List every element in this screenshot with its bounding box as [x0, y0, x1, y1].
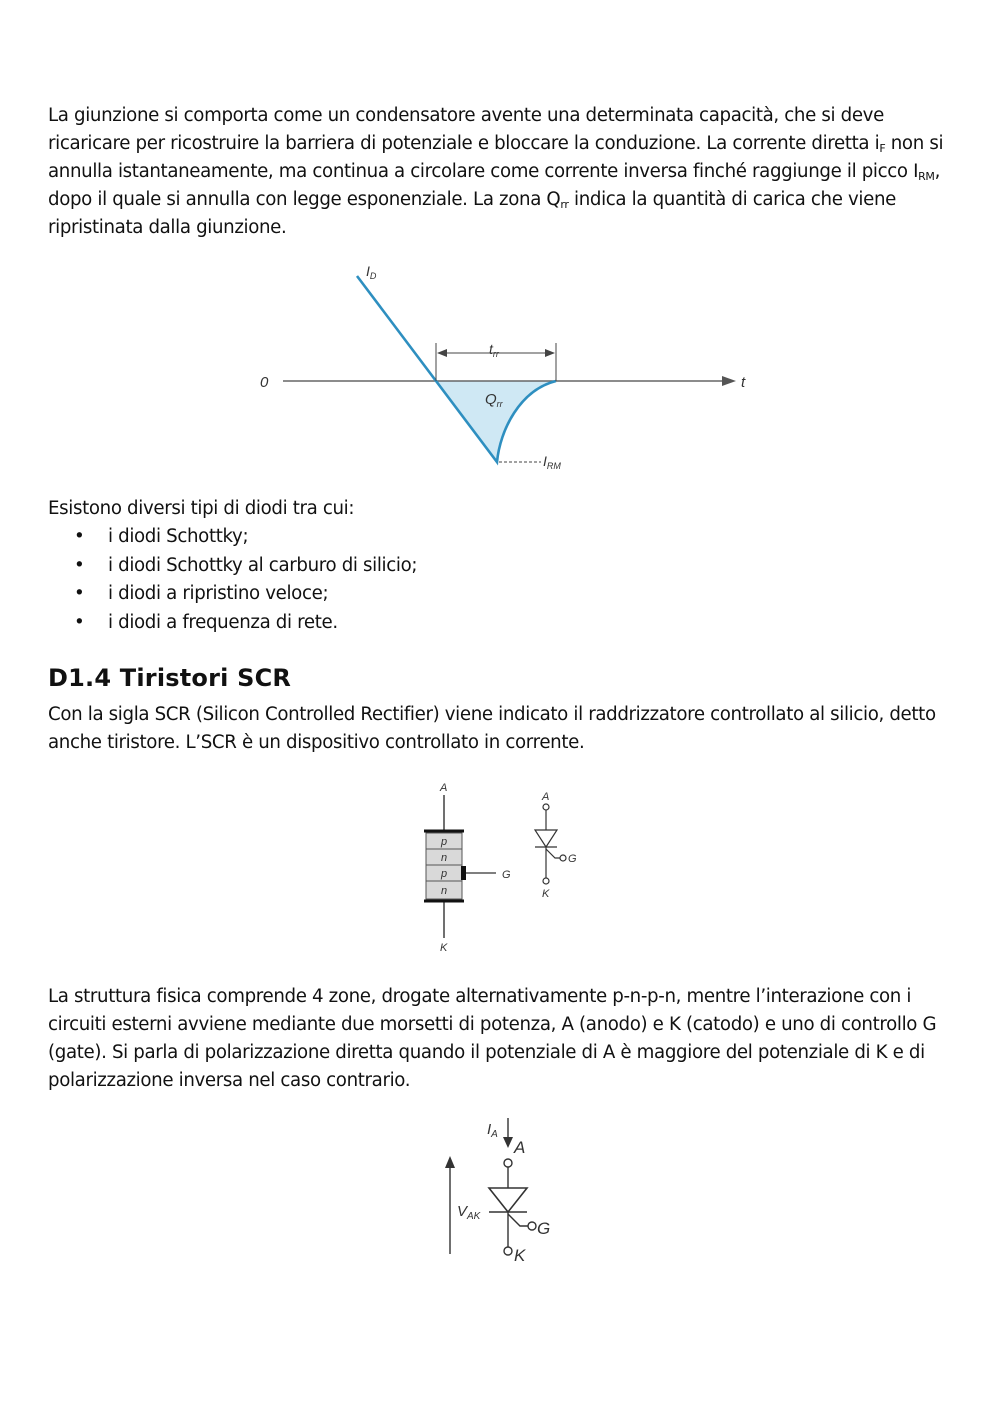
vak-arrow-head — [445, 1156, 455, 1168]
label-k: K — [514, 1246, 526, 1265]
scr-intro-paragraph: Con la sigla SCR (Silicon Controlled Rectifier) viene indicato il raddrizzatore controllato al silicio, detto anche tiristore. L’SCR è un dispositivo controllato in corrente. — [48, 704, 936, 753]
label-cathode: K — [440, 942, 448, 954]
text-segment: La giunzione si comporta come un condensatore avente una determinata capacità, che si deve ricaricare per ricostruire la barriera di potenziale e bloccare la conduzione. La corrente diretta i — [48, 105, 884, 154]
label-zero: 0 — [260, 374, 269, 391]
list-item-text: i diodi a ripristino veloce; — [108, 583, 329, 604]
structure-paragraph: La struttura fisica comprende 4 zone, drogate alternativamente p-n-p-n, mentre l’interazione con i circuiti esterni avviene mediante due morsetti di potenza, A (anodo) e K (catodo) e uno di controllo G (gate). Si parla di polarizzazione diretta quando il potenziale di A è maggiore del potenziale di K e di polarizzazione inversa nel caso contrario. — [48, 986, 937, 1091]
label-vak: $V_{AK}$ — [457, 1203, 481, 1222]
label-id: $I_D$ — [366, 263, 377, 281]
gate-lead — [508, 1214, 528, 1226]
diode-types-intro: Esistono diversi tipi di diodi tra cui: — [48, 498, 355, 519]
anode-terminal — [504, 1159, 512, 1167]
bullet: • — [74, 611, 85, 633]
label-g: G — [537, 1219, 551, 1238]
label-t: t — [741, 374, 746, 391]
subscript: RM — [918, 170, 935, 183]
cathode-terminal — [504, 1247, 512, 1255]
text-segment: , dopo il quale si annulla con legge esponenziale. La zona Q — [48, 161, 940, 210]
label-irm: $I_{RM}$ — [543, 453, 561, 471]
label-ia: $I_A$ — [487, 1121, 498, 1140]
layer-label: p — [441, 868, 448, 880]
label-gate: G — [502, 869, 511, 881]
symbol-label-k: K — [542, 888, 550, 900]
list-item-text: i diodi Schottky al carburo di silicio; — [108, 554, 418, 576]
label-anode: A — [440, 782, 448, 794]
symbol-label-a: A — [542, 791, 550, 803]
text-segment: indica la quantità di carica che viene ripristinata dalla giunzione. — [48, 189, 896, 238]
thyristor-triangle — [489, 1188, 527, 1212]
label-qrr: $Q_{rr}$ — [485, 391, 503, 409]
bullet: • — [74, 554, 85, 576]
layer-label: p — [441, 836, 448, 848]
layer-label: n — [441, 885, 448, 897]
subscript: rr — [560, 198, 569, 211]
list-item-text: i diodi a frequenza di rete. — [108, 611, 338, 633]
label-trr: $t_{rr}$ — [489, 341, 499, 359]
section-title: D1.4 Tiristori SCR — [48, 664, 292, 692]
symbol-label-g: G — [568, 853, 577, 865]
gate-terminal — [528, 1222, 536, 1230]
layer-label: n — [441, 852, 448, 864]
bullet: • — [74, 526, 85, 547]
bullet: • — [74, 583, 85, 604]
subscript: F — [879, 142, 886, 155]
text-segment: non si annulla istantaneamente, ma continua a circolare come corrente inversa finché raggiunge il picco I — [48, 133, 944, 182]
ia-arrow-head — [503, 1137, 513, 1148]
label-a: A — [514, 1138, 526, 1157]
list-item-text: i diodi Schottky; — [108, 526, 249, 547]
